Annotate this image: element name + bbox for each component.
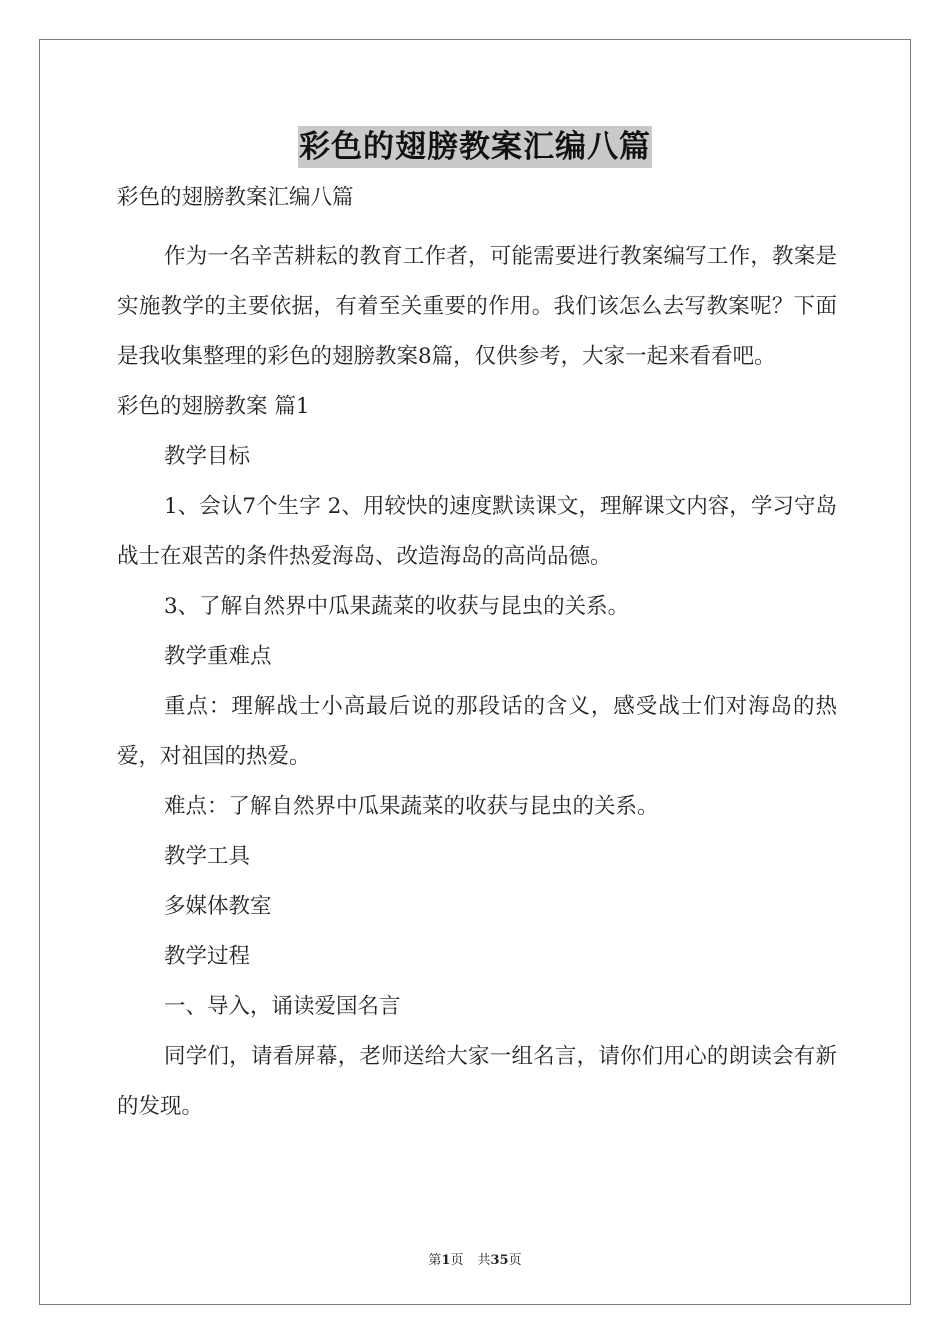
section-heading-1: 彩色的翅膀教案 篇1: [117, 394, 310, 419]
footer-page-suffix: 页: [450, 1253, 464, 1268]
heading-key-difficulties: 教学重难点: [164, 644, 272, 669]
footer-total-suffix: 页: [508, 1253, 522, 1268]
paragraph-intro: 作为一名辛苦耕耘的教育工作者，可能需要进行教案编写工作，教案是实施教学的主要依据，有着至关重要的作用。我们该怎么去写教案呢？下面是我收集整理的彩色的翅膀教案8篇，仅供参考，大家一起来看看吧。: [117, 244, 837, 369]
footer-total-pages: 35: [490, 1253, 509, 1268]
heading-teaching-tools: 教学工具: [164, 844, 251, 869]
paragraph-goals-3: 3、了解自然界中瓜果蔬菜的收获与昆虫的关系。: [164, 594, 630, 619]
heading-teaching-process: 教学过程: [164, 944, 251, 969]
paragraph-classmates: 同学们，请看屏幕，老师送给大家一组名言，请你们用心的朗读会有新的发现。: [117, 1044, 837, 1119]
paragraph-difficulties: 难点：了解自然界中瓜果蔬菜的收获与昆虫的关系。: [164, 794, 659, 819]
footer-page-prefix: 第: [428, 1253, 442, 1268]
document-body: [117, 178, 837, 1132]
paragraph-goals-1-2: 1、会认7个生字 2、用较快的速度默读课文，理解课文内容，学习守岛战士在艰苦的条件热爱海岛、改造海岛的高尚品德。: [117, 494, 837, 569]
title-container: [0, 126, 950, 168]
paragraph-key-points: 重点：理解战士小高最后说的那段话的含义，感受战士们对海岛的热爱，对祖国的热爱。: [117, 694, 837, 769]
document-title: 彩色的翅膀教案汇编八篇: [298, 126, 652, 168]
document-subtitle: 彩色的翅膀教案汇编八篇: [117, 185, 354, 210]
heading-teaching-goals: 教学目标: [164, 444, 251, 469]
footer-total-prefix: 共: [477, 1253, 491, 1268]
paragraph-step-one: 一、导入，诵读爱国名言: [164, 994, 401, 1019]
paragraph-multimedia: 多媒体教室: [164, 894, 272, 919]
footer-page-number: 1: [441, 1253, 451, 1268]
page-footer: [0, 1249, 950, 1268]
